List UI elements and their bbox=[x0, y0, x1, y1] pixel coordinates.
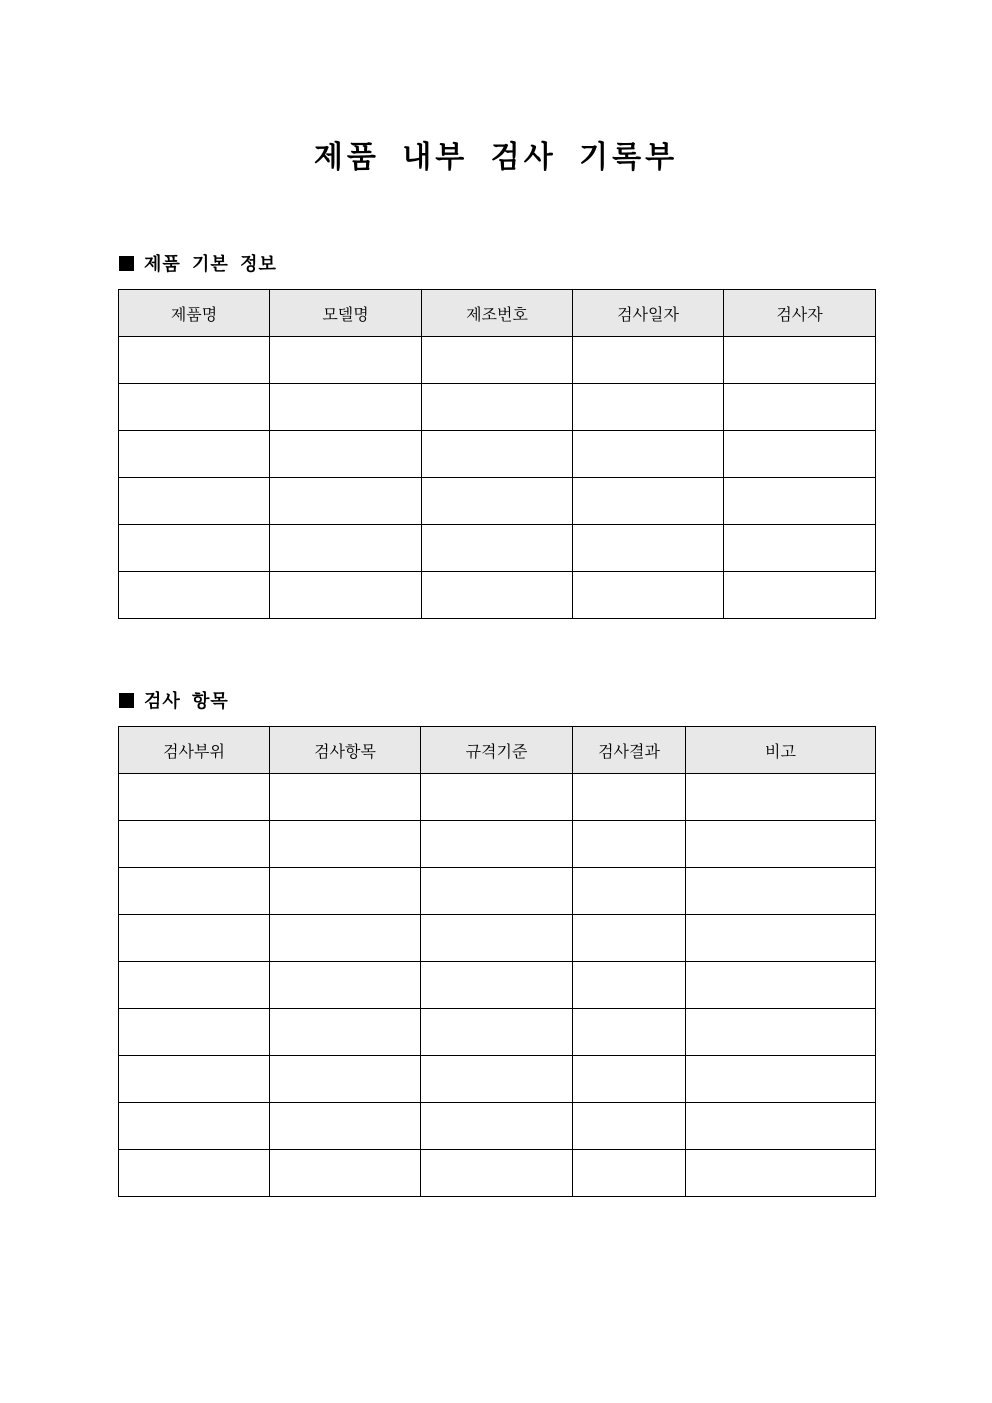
column-header-model-name: 모델명 bbox=[270, 290, 422, 337]
table-cell[interactable] bbox=[724, 525, 876, 572]
table-cell[interactable] bbox=[724, 572, 876, 619]
table-cell[interactable] bbox=[270, 572, 422, 619]
table-cell[interactable] bbox=[270, 821, 421, 868]
table-cell[interactable] bbox=[573, 962, 686, 1009]
inspection-items-header-row bbox=[119, 727, 876, 774]
table-cell[interactable] bbox=[686, 774, 876, 821]
table-cell[interactable] bbox=[573, 774, 686, 821]
table-cell[interactable] bbox=[422, 478, 573, 525]
table-cell[interactable] bbox=[573, 431, 724, 478]
column-header-inspection-date: 검사일자 bbox=[573, 290, 724, 337]
column-header-inspection-part: 검사부위 bbox=[119, 727, 270, 774]
table-cell[interactable] bbox=[422, 572, 573, 619]
table-row bbox=[119, 962, 876, 1009]
table-row bbox=[119, 1103, 876, 1150]
table-row bbox=[119, 431, 876, 478]
table-cell[interactable] bbox=[686, 1150, 876, 1197]
square-bullet-icon bbox=[119, 693, 134, 708]
table-cell[interactable] bbox=[119, 1009, 270, 1056]
table-cell[interactable] bbox=[119, 868, 270, 915]
table-cell[interactable] bbox=[686, 1056, 876, 1103]
table-cell[interactable] bbox=[422, 431, 573, 478]
table-cell[interactable] bbox=[119, 1150, 270, 1197]
table-row bbox=[119, 478, 876, 525]
table-row bbox=[119, 774, 876, 821]
column-header-standard: 규격기준 bbox=[421, 727, 573, 774]
basic-info-heading-text: 제품 기본 정보 bbox=[144, 254, 277, 275]
table-cell[interactable] bbox=[724, 384, 876, 431]
square-bullet-icon bbox=[119, 256, 134, 271]
table-cell[interactable] bbox=[270, 337, 422, 384]
table-cell[interactable] bbox=[421, 774, 573, 821]
table-cell[interactable] bbox=[422, 337, 573, 384]
table-cell[interactable] bbox=[573, 572, 724, 619]
table-cell[interactable] bbox=[270, 774, 421, 821]
table-cell[interactable] bbox=[573, 868, 686, 915]
table-cell[interactable] bbox=[270, 962, 421, 1009]
table-cell[interactable] bbox=[119, 431, 270, 478]
table-cell[interactable] bbox=[119, 525, 270, 572]
table-cell[interactable] bbox=[422, 384, 573, 431]
table-cell[interactable] bbox=[270, 1056, 421, 1103]
table-cell[interactable] bbox=[119, 915, 270, 962]
inspection-items-heading-text: 검사 항목 bbox=[144, 691, 229, 712]
inspection-items-heading bbox=[119, 690, 229, 714]
basic-info-header-row bbox=[119, 290, 876, 337]
table-row bbox=[119, 1009, 876, 1056]
column-header-inspector: 검사자 bbox=[724, 290, 876, 337]
inspection-items-table bbox=[118, 726, 876, 1197]
table-cell[interactable] bbox=[270, 1103, 421, 1150]
table-cell[interactable] bbox=[724, 478, 876, 525]
table-cell[interactable] bbox=[573, 1150, 686, 1197]
table-row bbox=[119, 915, 876, 962]
document-title: 제품 내부 검사 기록부 bbox=[313, 140, 679, 175]
table-cell[interactable] bbox=[270, 431, 422, 478]
table-cell[interactable] bbox=[573, 337, 724, 384]
table-cell[interactable] bbox=[421, 962, 573, 1009]
basic-info-heading bbox=[119, 253, 277, 277]
table-cell[interactable] bbox=[573, 1009, 686, 1056]
table-cell[interactable] bbox=[119, 478, 270, 525]
table-row bbox=[119, 1150, 876, 1197]
table-cell[interactable] bbox=[421, 1056, 573, 1103]
table-cell[interactable] bbox=[421, 1150, 573, 1197]
table-cell[interactable] bbox=[270, 384, 422, 431]
table-cell[interactable] bbox=[119, 962, 270, 1009]
table-cell[interactable] bbox=[686, 1009, 876, 1056]
table-cell[interactable] bbox=[686, 1103, 876, 1150]
table-cell[interactable] bbox=[270, 525, 422, 572]
table-cell[interactable] bbox=[270, 1150, 421, 1197]
table-cell[interactable] bbox=[573, 384, 724, 431]
table-cell[interactable] bbox=[573, 915, 686, 962]
table-cell[interactable] bbox=[270, 478, 422, 525]
table-cell[interactable] bbox=[421, 1009, 573, 1056]
basic-info-table bbox=[118, 289, 876, 619]
table-cell[interactable] bbox=[119, 572, 270, 619]
table-row bbox=[119, 525, 876, 572]
table-row bbox=[119, 868, 876, 915]
table-cell[interactable] bbox=[686, 821, 876, 868]
table-row bbox=[119, 821, 876, 868]
table-row bbox=[119, 1056, 876, 1103]
table-row bbox=[119, 337, 876, 384]
table-cell[interactable] bbox=[573, 1103, 686, 1150]
table-cell[interactable] bbox=[421, 868, 573, 915]
table-cell[interactable] bbox=[270, 915, 421, 962]
table-cell[interactable] bbox=[724, 431, 876, 478]
table-row bbox=[119, 572, 876, 619]
table-cell[interactable] bbox=[573, 1056, 686, 1103]
table-cell[interactable] bbox=[421, 915, 573, 962]
table-cell[interactable] bbox=[686, 915, 876, 962]
column-header-inspection-result: 검사결과 bbox=[573, 727, 686, 774]
table-cell[interactable] bbox=[119, 337, 270, 384]
table-cell[interactable] bbox=[686, 868, 876, 915]
table-cell[interactable] bbox=[573, 525, 724, 572]
table-cell[interactable] bbox=[724, 337, 876, 384]
column-header-remarks: 비고 bbox=[686, 727, 876, 774]
table-cell[interactable] bbox=[119, 1056, 270, 1103]
table-cell[interactable] bbox=[573, 478, 724, 525]
table-cell[interactable] bbox=[119, 1103, 270, 1150]
table-cell[interactable] bbox=[421, 821, 573, 868]
column-header-inspection-item: 검사항목 bbox=[270, 727, 421, 774]
column-header-serial-number: 제조번호 bbox=[422, 290, 573, 337]
table-cell[interactable] bbox=[270, 1009, 421, 1056]
table-cell[interactable] bbox=[421, 1103, 573, 1150]
table-cell[interactable] bbox=[270, 868, 421, 915]
table-cell[interactable] bbox=[422, 525, 573, 572]
table-cell[interactable] bbox=[686, 962, 876, 1009]
table-cell[interactable] bbox=[119, 774, 270, 821]
table-cell[interactable] bbox=[573, 821, 686, 868]
table-cell[interactable] bbox=[119, 384, 270, 431]
column-header-product-name: 제품명 bbox=[119, 290, 270, 337]
table-cell[interactable] bbox=[119, 821, 270, 868]
table-row bbox=[119, 384, 876, 431]
